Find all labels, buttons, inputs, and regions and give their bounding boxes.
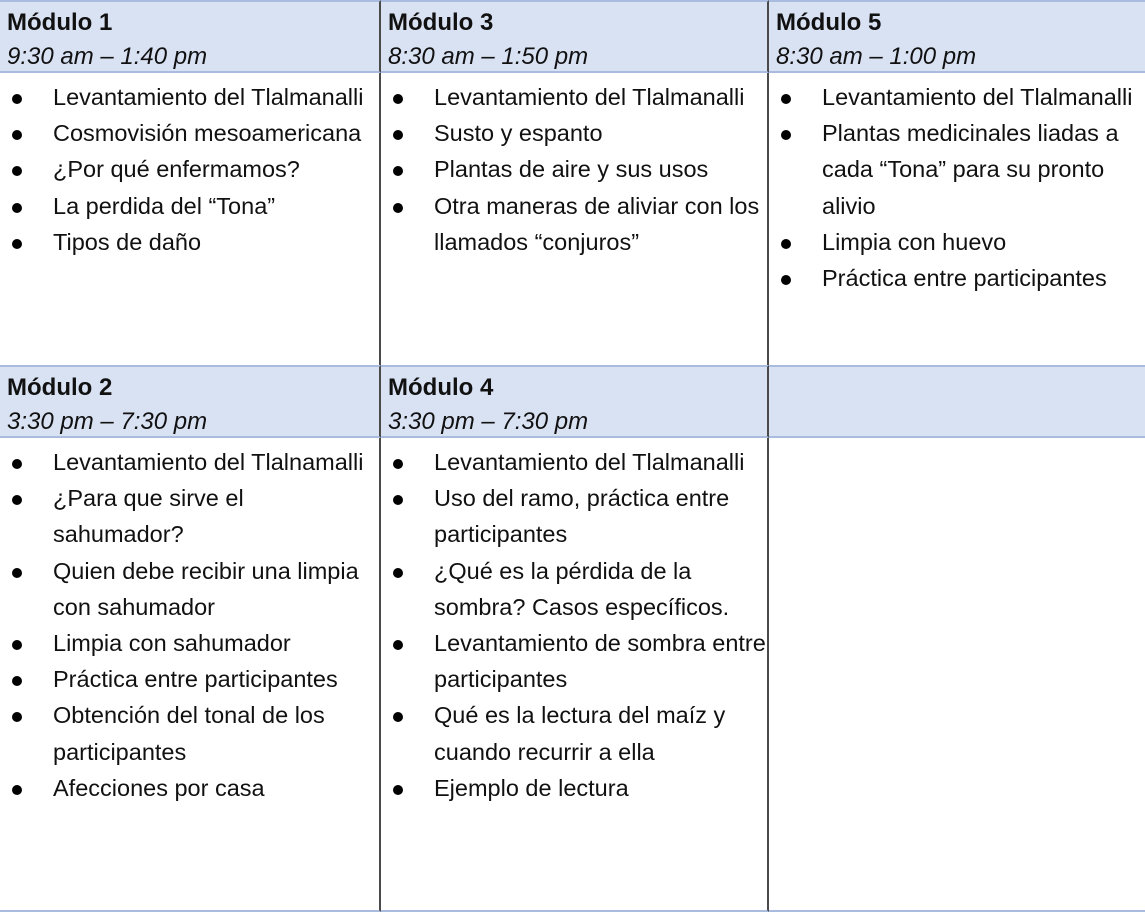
bullet-icon [781,275,791,285]
topic-text: Obtención del tonal de los participantes [53,702,325,765]
module-1-topics [0,73,381,365]
empty-header-cell [769,365,1145,438]
topic-item [381,444,767,480]
topic-text: Levantamiento del Tlalmanalli [53,84,364,110]
bullet-icon [781,239,791,249]
topic-text: ¿Qué es la pérdida de la sombra? Casos específicos. [434,557,730,620]
topic-item [0,444,379,480]
topic-text: Quien debe recibir una limpia con sahumador [53,557,359,620]
module-2-topics [0,438,381,912]
topic-item [381,697,767,769]
topic-text: La perdida del “Tona” [53,192,276,219]
module-3-topics [381,73,769,365]
bullet-icon [393,166,403,176]
bullet-icon [393,785,403,795]
topic-item [0,661,379,697]
topic-text: Levantamiento del Tlalmanalli [822,84,1133,110]
bullet-icon [393,203,403,213]
bullet-icon [12,459,22,469]
topic-item [381,480,767,552]
topic-item [0,770,379,806]
module-5-topics [769,73,1145,365]
topic-item [381,188,767,260]
topic-item [0,697,379,769]
bullet-icon [12,568,22,578]
module-1-time: 9:30 am – 1:40 pm [7,43,208,70]
topic-text: Otra maneras de aliviar con los llamados “conjuros” [434,192,760,255]
topic-text: Tipos de daño [53,228,202,255]
module-3-time: 8:30 am – 1:50 pm [388,43,589,70]
module-4-topics [381,438,769,912]
topic-text: Práctica entre participantes [822,265,1107,292]
module-2-title: Módulo 2 [7,374,113,401]
topic-item [0,188,379,224]
topic-text: Levantamiento del Tlalmanalli [434,84,745,110]
topic-item [0,553,379,625]
module-5-topic-list [769,79,1145,296]
module-5-header [769,0,1145,73]
topic-item [769,79,1145,115]
module-5-title: Módulo 5 [776,9,882,36]
topic-text: Levantamiento del Tlalnamalli [53,449,364,475]
topic-text: Práctica entre participantes [53,666,338,693]
bullet-icon [12,94,22,104]
module-3-topic-list [381,79,767,260]
module-5-time: 8:30 am – 1:00 pm [776,43,977,70]
topic-item [0,224,379,260]
topic-item [381,79,767,115]
topic-text: Susto y espanto [434,120,603,147]
module-4-topic-list [381,444,767,806]
bullet-icon [393,495,403,505]
topic-text: Levantamiento del Tlalmanalli [434,449,745,475]
bullet-icon [393,712,403,722]
module-1-header [0,0,381,73]
topic-text: Afecciones por casa [53,774,265,801]
topic-item [381,553,767,625]
topic-text: Uso del ramo, práctica entre participantes [434,485,730,548]
module-4-header [381,365,769,438]
topic-item [769,260,1145,296]
bullet-icon [12,785,22,795]
topic-item [381,770,767,806]
topic-text: Qué es la lectura del maíz y cuando recurrir a ella [434,702,726,765]
topic-text: Limpia con huevo [822,228,1007,255]
bullet-icon [781,130,791,140]
topic-text: ¿Por qué enfermamos? [53,156,300,183]
module-3-title: Módulo 3 [388,9,494,36]
bullet-icon [12,239,22,249]
bullet-icon [781,94,791,104]
bullet-icon [12,495,22,505]
module-3-header [381,0,769,73]
empty-body-cell [769,438,1145,912]
module-2-topic-list [0,444,379,806]
topic-item [0,151,379,187]
topic-text: Plantas de aire y sus usos [434,156,709,183]
module-4-title: Módulo 4 [388,374,494,401]
module-2-header [0,365,381,438]
bullet-icon [12,130,22,140]
bullet-icon [12,676,22,686]
topic-item [381,625,767,697]
bullet-icon [393,130,403,140]
topic-item [381,115,767,151]
topic-item [0,625,379,661]
topic-item [769,224,1145,260]
topic-text: Cosmovisión mesoamericana [53,120,362,147]
bullet-icon [12,166,22,176]
bullet-icon [12,712,22,722]
topic-item [769,115,1145,224]
topic-item [381,151,767,187]
topic-text: Plantas medicinales liadas a cada “Tona” para su pronto alivio [822,120,1119,219]
bullet-icon [393,94,403,104]
bullet-icon [393,640,403,650]
topic-text: Limpia con sahumador [53,630,291,657]
module-4-time: 3:30 pm – 7:30 pm [388,408,589,435]
bullet-icon [393,459,403,469]
topic-item [0,115,379,151]
topic-item [0,79,379,115]
module-1-topic-list [0,79,379,260]
topic-text: Levantamiento de sombra entre participantes [434,630,766,693]
module-1-title: Módulo 1 [7,9,113,36]
module-2-time: 3:30 pm – 7:30 pm [7,408,208,435]
topic-text: ¿Para que sirve el sahumador? [53,485,244,548]
bullet-icon [12,203,22,213]
topic-item [0,480,379,552]
bullet-icon [393,568,403,578]
bullet-icon [12,640,22,650]
topic-text: Ejemplo de lectura [434,774,629,801]
